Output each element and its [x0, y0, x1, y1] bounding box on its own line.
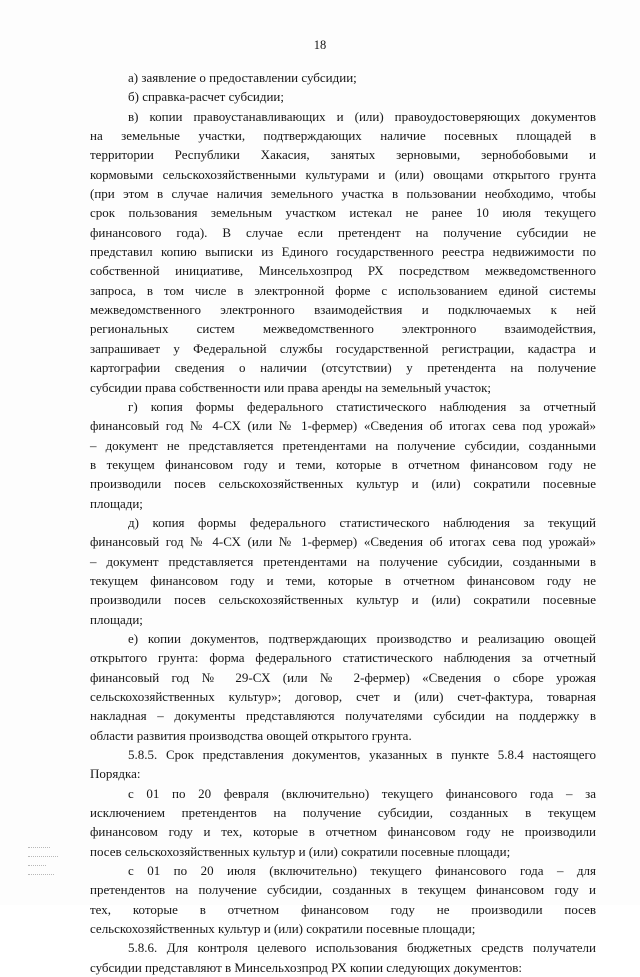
text-line: региональных систем межведомственного электронного взаимодействия, — [90, 321, 596, 337]
text-line: картографии сведения о наличии (отсутствии) у претендента на получение — [90, 360, 596, 376]
margin-scan-marks — [28, 840, 68, 890]
text-line: финансовый год № 4-СХ (или № 1-фермер) «Сведения об итогах сева под урожай» — [90, 534, 596, 550]
page-number: 18 — [313, 38, 327, 52]
text-line: запрашивает у Федеральной службы государственной регистрации, кадастра и — [90, 340, 596, 356]
text-line: кормовыми сельскохозяйственными культурами и (или) овощами открытого грунта — [90, 166, 596, 182]
text-line: площади; — [90, 495, 143, 511]
text-line: исключением претендентов на получение субсидии, созданных в текущем — [90, 805, 596, 821]
text-line: территории Республики Хакасия, занятых зерновыми, зернобобовыми и — [90, 147, 596, 163]
text-line: д) копия формы федерального статистического наблюдения за текущий — [128, 514, 596, 530]
text-line: сельскохозяйственных культур»; договор, счет и (или) счет-фактура, товарная — [90, 689, 596, 704]
text-line: с 01 по 20 февраля (включительно) текущего финансового года – за — [128, 785, 596, 801]
text-line: г) копия формы федерального статистического наблюдения за отчетный — [128, 398, 596, 414]
text-line: производили посев сельскохозяйственных культур и (или) сократили посевные — [90, 592, 596, 608]
text-line: субсидии права собственности или права аренды на земельный участок; — [90, 379, 491, 395]
text-line: с 01 по 20 июля (включительно) текущего финансового года – для — [128, 863, 596, 879]
text-line: финансовый год № 4-СХ (или № 1-фермер) «Сведения об итогах сева под урожай» — [90, 418, 596, 434]
text-line: претендентов на получение субсидии, созданных в текущем финансовом году и — [90, 882, 596, 898]
text-line: открытого грунта: форма федерального статистического наблюдения за отчетный — [90, 650, 596, 666]
text-line: сельскохозяйственных культур и (или) сократили посевные площади; — [90, 921, 476, 937]
text-line: межведомственного электронного взаимодействия и подключаемых к ней — [90, 302, 596, 318]
text-line: е) копии документов, подтверждающих производство и реализацию овощей — [128, 630, 596, 646]
text-line: Порядка: — [90, 766, 141, 782]
text-line: 5.8.6. Для контроля целевого использования бюджетных средств получатели — [128, 940, 596, 956]
text-line: срок пользования земельным участком истекал не ранее 10 июля текущего — [90, 205, 596, 221]
text-line: площади; — [90, 611, 143, 627]
text-line: – документ не представляется претендентами на получение субсидии, созданными — [90, 437, 596, 453]
text-line: собственной инициативе, Минсельхозпрод РХ посредством межведомственного — [90, 263, 596, 279]
text-line: (при этом в случае наличия земельного участка в пользовании необходимо, чтобы — [90, 186, 596, 202]
text-line: субсидии представляют в Минсельхозпрод РХ копии следующих документов: — [90, 959, 522, 975]
text-line: в) копии правоустанавливающих и (или) правоудостоверяющих документов — [128, 108, 596, 124]
text-line: а) заявление о предоставлении субсидии; — [128, 70, 357, 85]
text-line: на земельные участки, подтверждающих наличие посевных площадей в — [90, 128, 596, 144]
text-line: области развития производства овощей открытого грунта. — [90, 727, 412, 743]
text-line: производили посев сельскохозяйственных культур и (или) сократили посевные — [90, 476, 596, 492]
text-line: 5.8.5. Срок представления документов, указанных в пункте 5.8.4 настоящего — [128, 747, 596, 763]
document-body — [90, 68, 596, 977]
text-line: запроса, в том числе в электронной форме с использованием единой системы — [90, 282, 596, 298]
text-line: посев сельскохозяйственных культур и (или) сократили посевные площади; — [90, 843, 511, 859]
text-line: финансового года). В случае если претендент на получение субсидии не — [90, 224, 596, 240]
text-line: финансовый год № 29-СХ (или № 2-фермер) «Сведения о сборе урожая — [90, 669, 596, 685]
text-line: б) справка-расчет субсидии; — [128, 89, 284, 105]
text-line: – документ представляется претендентами на получение субсидии, созданными в — [90, 553, 596, 569]
text-line: тех, которые в отчетном финансовом году не производили посев — [90, 901, 596, 917]
text-line: накладная – документы представляются получателями субсидии на поддержку в — [90, 708, 596, 724]
text-line: в текущем финансовом году и теми, которые в отчетном финансовом году не — [90, 456, 596, 472]
text-line: представил копию выписки из Единого государственного реестра недвижимости по — [90, 244, 596, 260]
text-line: текущем финансовом году и теми, которые в отчетном финансовом году не — [90, 572, 596, 588]
text-line: финансовом году и тех, которые в отчетном финансовом году не производили — [90, 824, 596, 840]
